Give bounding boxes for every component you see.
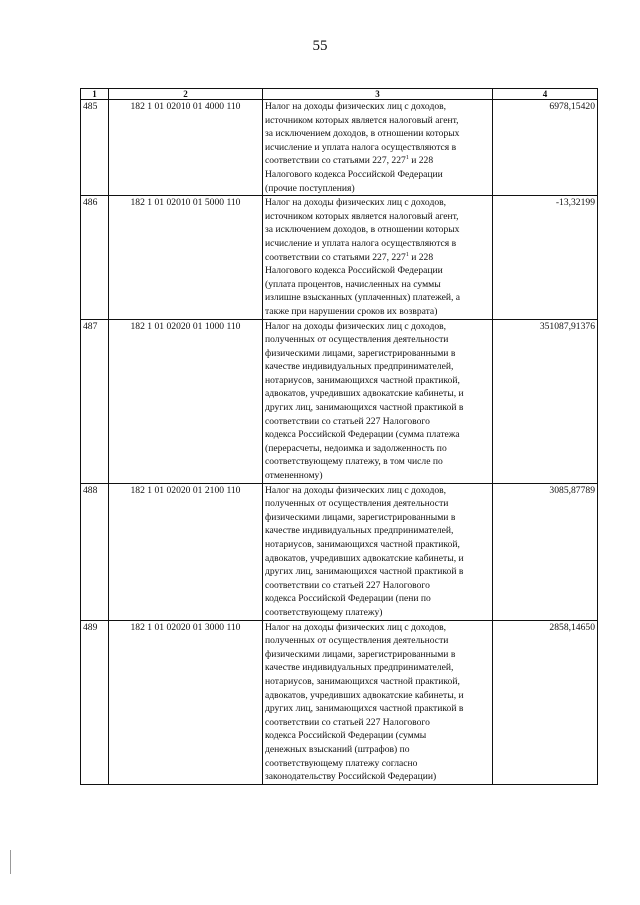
text-segment: нотариусов, занимающихся частной практикой, (265, 539, 460, 550)
text-segment: излишне взысканных (уплаченных) платежей, а (265, 292, 461, 304)
text-segment: Налог на доходы физических лиц с доходов, (265, 101, 447, 112)
description-line (265, 565, 490, 579)
description-line (265, 237, 490, 251)
text-segment: Налог на доходы физических лиц с доходов, (265, 197, 447, 209)
description-line (265, 579, 490, 593)
budget-classification-code: 182 1 01 02020 01 3000 110 (109, 620, 263, 784)
description-line (265, 661, 490, 675)
text-segment: соответствии со статьями 227, 227 (265, 251, 406, 263)
description-line (265, 100, 490, 114)
header-col-1: 1 (81, 89, 109, 100)
description-line (265, 770, 490, 784)
text-segment: нотариусов, занимающихся частной практикой, (265, 675, 460, 687)
table-header-row (81, 89, 598, 100)
description-line (265, 210, 490, 224)
budget-classification-code: 182 1 01 02020 01 2100 110 (109, 483, 263, 620)
text-segment: физическими лицами, зарегистрированными в (265, 347, 456, 359)
table-row (81, 620, 598, 784)
description-line (265, 743, 490, 757)
description-line (265, 360, 490, 374)
text-segment: соответствующему платежу, в том числе по (265, 456, 443, 468)
text-segment: других лиц, занимающихся частной практикой в (265, 703, 464, 715)
description-line (265, 264, 490, 278)
description-line (265, 114, 490, 128)
amount-value: 351087,91376 (493, 319, 598, 483)
revenue-description (263, 319, 493, 483)
description-line (265, 606, 490, 620)
revenue-description (263, 483, 493, 620)
text-segment: соответствующему платежу) (265, 606, 383, 618)
table-row (81, 483, 598, 620)
text-segment: адвокатов, учредивших адвокатские кабинеты, и (265, 388, 464, 400)
text-segment: физическими лицами, зарегистрированными в (265, 511, 456, 523)
description-line (265, 278, 490, 292)
text-segment: качестве индивидуальных предпринимателей, (265, 662, 454, 674)
description-line (265, 524, 490, 538)
text-segment: соответствии со статьями 227, 227 (265, 155, 406, 167)
description-line (265, 251, 490, 265)
row-number: 485 (81, 100, 109, 196)
description-line (265, 168, 490, 182)
description-line (265, 469, 490, 483)
text-segment: и 228 (408, 251, 434, 263)
description-line (265, 621, 490, 635)
description-line (265, 291, 490, 305)
description-line (265, 634, 490, 648)
margin-mark (10, 850, 11, 874)
revenue-description (263, 620, 493, 784)
description-line (265, 716, 490, 730)
text-segment: адвокатов, учредивших адвокатские кабинеты, и (265, 689, 464, 701)
description-line (265, 305, 490, 319)
text-segment: отмененному) (265, 470, 323, 482)
text-segment: и 228 (408, 155, 434, 167)
description-line (265, 689, 490, 703)
description-line (265, 333, 490, 347)
text-segment: соответствии со статьей 227 Налогового (265, 415, 430, 427)
description-line (265, 675, 490, 689)
description-line (265, 552, 490, 566)
text-segment: законодательству Российской Федерации) (265, 771, 437, 783)
text-segment: физическими лицами, зарегистрированными в (265, 648, 456, 660)
text-segment: (перерасчеты, недоимка и задолженность по (265, 442, 447, 454)
page-number: 55 (312, 38, 328, 54)
text-segment: за исключением доходов, в отношении которых (265, 224, 460, 236)
description-line (265, 141, 490, 155)
row-number: 489 (81, 620, 109, 784)
text-segment: качестве индивидуальных предпринимателей, (265, 525, 454, 537)
header-col-2: 2 (109, 89, 263, 100)
text-segment: исчисление и уплата налога осуществляются в (265, 141, 457, 153)
description-line (265, 455, 490, 469)
description-line (265, 401, 490, 415)
description-line (265, 702, 490, 716)
text-segment: Налог на доходы физических лиц с доходов, (265, 621, 447, 633)
amount-value: -13,32199 (493, 196, 598, 319)
text-segment: полученных от осуществления деятельности (265, 635, 449, 647)
text-segment: Налог на доходы физических лиц с доходов, (265, 484, 447, 496)
budget-classification-code: 182 1 01 02010 01 4000 110 (109, 100, 263, 196)
row-number: 486 (81, 196, 109, 319)
description-line (265, 415, 490, 429)
description-line (265, 592, 490, 606)
text-segment: полученных от осуществления деятельности (265, 334, 449, 346)
row-number: 488 (81, 483, 109, 620)
budget-classification-code: 182 1 01 02010 01 5000 110 (109, 196, 263, 319)
amount-value: 6978,15420 (493, 100, 598, 196)
text-segment: других лиц, занимающихся частной практикой в (265, 402, 464, 414)
text-segment: кодекса Российской Федерации (суммы (265, 730, 427, 742)
text-segment: других лиц, занимающихся частной практикой в (265, 566, 464, 578)
header-col-4: 4 (493, 89, 598, 100)
budget-classification-code: 182 1 01 02020 01 1000 110 (109, 319, 263, 483)
description-line (265, 497, 490, 511)
text-segment: также при нарушении сроков их возврата) (265, 305, 438, 317)
text-segment: полученных от осуществления деятельности (265, 498, 449, 510)
text-segment: источником которых является налоговый агент, (265, 114, 459, 126)
description-line (265, 729, 490, 743)
text-segment: за исключением доходов, в отношении которых (265, 128, 460, 140)
text-segment: (прочие поступления) (265, 182, 355, 194)
revenue-table (80, 88, 598, 785)
table-row (81, 319, 598, 483)
text-segment: исчисление и уплата налога осуществляются в (265, 237, 457, 249)
description-line (265, 182, 490, 196)
text-segment: денежных взысканий (штрафов) по (265, 743, 410, 755)
description-line (265, 196, 490, 210)
text-segment: соответствующему платежу согласно (265, 757, 418, 769)
text-segment: адвокатов, учредивших адвокатские кабинеты, и (265, 552, 464, 564)
text-segment: источником которых является налоговый агент, (265, 210, 459, 222)
description-line (265, 442, 490, 456)
text-segment: нотариусов, занимающихся частной практикой, (265, 374, 460, 386)
description-line (265, 154, 490, 168)
table-row (81, 100, 598, 196)
text-segment: соответствии со статьей 227 Налогового (265, 716, 430, 728)
text-segment: соответствии со статьей 227 Налогового (265, 579, 430, 591)
description-line (265, 320, 490, 334)
description-line (265, 428, 490, 442)
text-segment: кодекса Российской Федерации (сумма платежа (265, 429, 460, 441)
row-number: 487 (81, 319, 109, 483)
text-segment: Налогового кодекса Российской Федерации (265, 265, 443, 277)
description-line (265, 223, 490, 237)
description-line (265, 387, 490, 401)
table-row (81, 196, 598, 319)
description-line (265, 648, 490, 662)
description-line (265, 127, 490, 141)
revenue-description (263, 100, 493, 196)
text-segment: качестве индивидуальных предпринимателей, (265, 361, 454, 373)
amount-value: 2858,14650 (493, 620, 598, 784)
description-line (265, 347, 490, 361)
header-col-3: 3 (263, 89, 493, 100)
revenue-description (263, 196, 493, 319)
superscript: 1 (405, 251, 409, 258)
text-segment: (уплата процентов, начисленных на суммы (265, 278, 441, 290)
description-line (265, 757, 490, 771)
description-line (265, 374, 490, 388)
text-segment: Налог на доходы физических лиц с доходов, (265, 320, 447, 332)
text-segment: Налогового кодекса Российской Федерации (265, 168, 443, 180)
description-line (265, 484, 490, 498)
superscript: 1 (405, 155, 409, 162)
amount-value: 3085,87789 (493, 483, 598, 620)
table-body (81, 100, 598, 785)
description-line (265, 511, 490, 525)
text-segment: кодекса Российской Федерации (пени по (265, 593, 431, 605)
description-line (265, 538, 490, 552)
